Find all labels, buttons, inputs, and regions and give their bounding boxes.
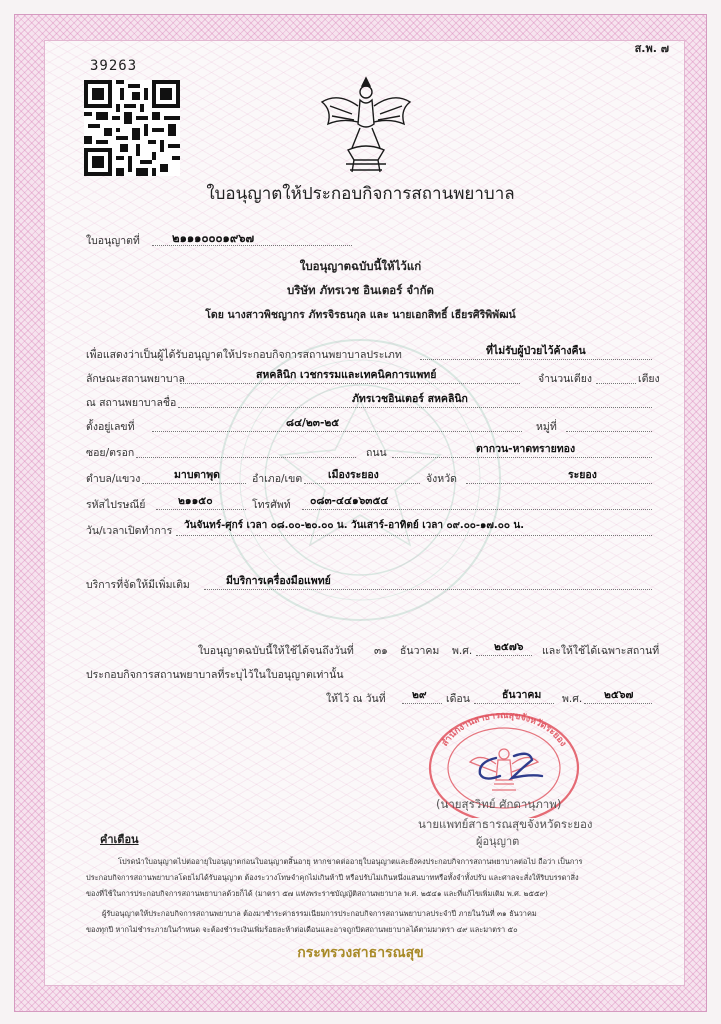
subdistrict-value: มาบตาพุด [174, 469, 220, 481]
license-number-label: ใบอนุญาตที่ [86, 235, 140, 247]
extra-service-value: มีบริการเครื่องมือแพทย์ [226, 575, 331, 587]
address-label: ตั้งอยู่เลขที่ [86, 421, 135, 433]
nature-label: ลักษณะสถานพยาบาล [86, 373, 185, 385]
validity-text: ใบอนุญาตฉบับนี้ให้ใช้ได้จนถึงวันที่ [198, 645, 354, 657]
validity-era: พ.ศ. [452, 645, 473, 657]
dotted-line [152, 431, 522, 432]
dotted-line [420, 359, 652, 360]
phone-label: โทรศัพท์ [252, 499, 291, 511]
given-label: ให้ไว้ ณ วันที่ [326, 693, 386, 705]
warning-line: โปรดนำใบอนุญาตไปต่ออายุใบอนุญาตก่อนใบอนุญาตสิ้นอายุ หากขาดต่ออายุใบอนุญาตและยังคงประกอบกิจการสถานพยาบาลต่อไป ถือว่า เป็นการ [118, 857, 583, 866]
dotted-line [136, 457, 356, 458]
road-label: ถนน [366, 447, 387, 459]
warning-line: ผู้รับอนุญาตให้ประกอบกิจการสถานพยาบาล ต้องมาชำระค่าธรรมเนียมการประกอบกิจการสถานพยาบาลประจำปี ภายในวันที่ ๓๑ ธันวาคม [102, 909, 537, 918]
signatory-position: นายแพทย์สาธารณสุขจังหวัดระยอง [418, 817, 593, 831]
address-value: ๘๔/๒๓-๒๕ [286, 417, 340, 429]
phone-value: ๐๘๓-๔๔๑๖๓๕๔ [310, 495, 389, 507]
warning-line: ของที่ใช้ในการประกอบกิจการสถานพยาบาลด้วยก็ได้ (มาตรา ๕๗ แห่งพระราชบัญญัติสถานพยาบาล พ.ศ. ๒๕๔๑ และที่แก้ไขเพิ่มเติม พ.ศ. ๒๕๕๙) [86, 889, 548, 898]
dotted-line [304, 483, 420, 484]
garuda-emblem-icon [318, 72, 414, 176]
dotted-line [302, 509, 652, 510]
dotted-line [596, 383, 636, 384]
facility-name-label: ณ สถานพยาบาลชื่อ [86, 397, 177, 409]
dotted-line [142, 483, 246, 484]
document-title: ใบอนุญาตให้ประกอบกิจการสถานพยาบาล [206, 184, 515, 204]
given-year: ๒๕๖๗ [604, 689, 634, 701]
province-value: ระยอง [568, 469, 597, 481]
qr-code [84, 80, 180, 176]
licensee-names: โดย นางสาวพิชญากร ภัทรจิรธนกุล และ นายเอกสิทธิ์ เธียรศิริพิพัฒน์ [205, 309, 516, 321]
form-code: ส.พ. ๗ [634, 42, 669, 55]
beds-label: จำนวนเตียง [538, 373, 592, 385]
given-era: พ.ศ. [562, 693, 583, 705]
license-number: ๒๑๑๑๐๐๐๑๙๖๗ [172, 231, 255, 245]
warning-heading: คำเตือน [100, 833, 139, 846]
subdistrict-label: ตำบล/แขวง [86, 473, 141, 485]
postcode-value: ๒๑๑๕๐ [178, 495, 213, 507]
warning-line: ประกอบกิจการสถานพยาบาลโดยไม่ได้รับอนุญาต ต้องระวางโทษจำคุกไม่เกินห้าปี หรือปรับไม่เกินหนึ่งแสนบาทหรือทั้งจำทั้งปรับ และศาลจะสั่งให้ริบบรรดาสิ่ง [86, 873, 579, 882]
given-month: ธันวาคม [502, 689, 542, 701]
extra-service-label: บริการที่จัดให้มีเพิ่มเติม [86, 579, 190, 591]
hours-label: วัน/เวลาเปิดทำการ [86, 525, 173, 537]
signatory-name: (นายสุรวิทย์ ศักดานุภาพ) [436, 797, 562, 811]
given-day: ๒๙ [412, 689, 427, 701]
seal-text: สำนักงานสาธารณสุขจังหวัดระยอง [440, 710, 568, 749]
facility-name-value: ภัทรเวชอินเตอร์ สหคลินิก [352, 393, 468, 405]
dotted-line [584, 703, 652, 704]
moo-label: หมู่ที่ [536, 421, 557, 433]
signature [470, 748, 560, 788]
hours-value: วันจันทร์-ศุกร์ เวลา ๐๘.๐๐-๒๐.๐๐ น. วันเสาร์-อาทิตย์ เวลา ๐๙.๐๐-๑๗.๐๐ น. [184, 520, 525, 531]
type-label: เพื่อแสดงว่าเป็นผู้ได้รับอนุญาตให้ประกอบกิจการสถานพยาบาลประเภท [86, 349, 402, 361]
nature-value: สหคลินิก เวชกรรมและเทคนิคการแพทย์ [256, 369, 437, 381]
road-value: ตากวน-หาดทรายทอง [476, 443, 576, 455]
dotted-line [392, 457, 652, 458]
dotted-line [176, 535, 652, 536]
serial-number: 39263 [90, 58, 138, 74]
beds-unit: เตียง [638, 373, 660, 385]
dotted-line [178, 407, 652, 408]
dotted-line [466, 483, 652, 484]
given-month-label: เดือน [446, 693, 470, 705]
district-label: อำเภอ/เขต [252, 473, 303, 485]
issued-to-heading: ใบอนุญาตฉบับนี้ให้ไว้แก่ [299, 259, 422, 273]
dotted-line [476, 655, 532, 656]
ministry-name: กระทรวงสาธารณสุข [297, 945, 424, 961]
dotted-line [474, 703, 554, 704]
company-name: บริษัท ภัทรเวช อินเตอร์ จำกัด [286, 283, 435, 297]
validity-month: ธันวาคม [400, 645, 440, 657]
warning-line: ของทุกปี หากไม่ชำระภายในกำหนด จะต้องชำระเงินเพิ่มร้อยละห้าต่อเดือนและอาจถูกปิดสถานพยาบาลได้ตามมาตรา ๔๙ และมาตรา ๕๐ [86, 925, 518, 934]
svg-text:สำนักงานสาธารณสุขจังหวัดระยอง [439, 711, 568, 749]
dotted-line [402, 703, 442, 704]
dotted-line [204, 589, 652, 590]
dotted-line [156, 509, 246, 510]
validity-scope-line2: ประกอบกิจการสถานพยาบาลที่ระบุไว้ในใบอนุญาตเท่านั้น [86, 669, 344, 681]
province-label: จังหวัด [426, 473, 457, 485]
soi-label: ซอย/ตรอก [86, 447, 135, 459]
postcode-label: รหัสไปรษณีย์ [86, 499, 146, 511]
signatory-role: ผู้อนุญาต [476, 835, 520, 848]
dotted-line [180, 383, 520, 384]
dotted-line [566, 431, 652, 432]
district-value: เมืองระยอง [328, 469, 379, 481]
type-value: ที่ไม่รับผู้ป่วยไว้ค้างคืน [486, 345, 586, 357]
validity-day: ๓๑ [374, 645, 388, 657]
validity-year: ๒๕๗๖ [494, 641, 524, 653]
validity-scope: และให้ใช้ได้เฉพาะสถานที่ [542, 645, 660, 657]
